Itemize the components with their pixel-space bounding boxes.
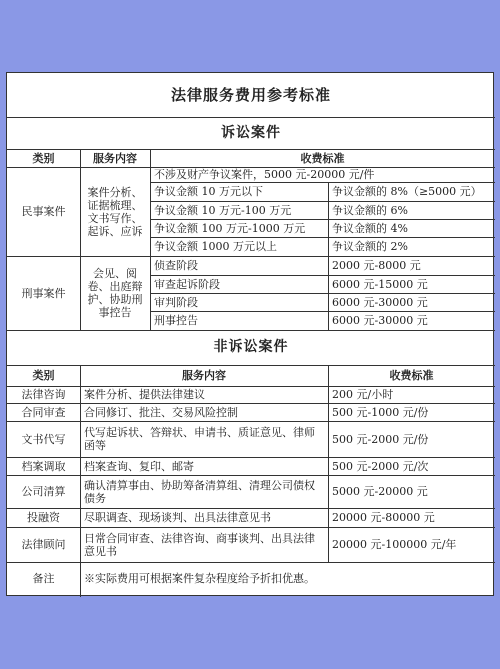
row-category: 公司清算 <box>21 485 66 498</box>
row-category: 法律咨询 <box>21 388 66 401</box>
civil-fee: 争议金额的 6% <box>332 203 408 217</box>
row-service: 档案查询、复印、邮寄 <box>84 459 194 473</box>
column-header-fee: 收费标准 <box>300 151 345 165</box>
category-civil: 民事案件 <box>21 205 66 218</box>
column-header-category: 类别 <box>32 369 55 382</box>
row-fee: 20000 元-100000 元/年 <box>332 538 457 551</box>
criminal-fee: 6000 元-15000 元 <box>332 277 428 291</box>
category-criminal: 刑事案件 <box>21 286 66 300</box>
column-header-service: 服务内容 <box>182 369 226 382</box>
civil-range: 争议金额 1000 万元以上 <box>154 240 277 253</box>
page-title: 法律服务费用参考标准 <box>170 85 331 104</box>
section-title-litigation: 诉讼案件 <box>221 124 281 141</box>
civil-non-property-fee: 不涉及财产争议案件，5000 元-20000 元/件 <box>154 168 375 181</box>
row-fee: 200 元/小时 <box>332 388 394 401</box>
section-title-non-litigation: 非诉讼案件 <box>213 339 289 355</box>
service-criminal: 会见、阅卷、出庭辩护、协助刑事控告 <box>87 267 143 319</box>
row-fee: 500 元-2000 元/份 <box>332 432 429 446</box>
row-service: 尽职调查、现场谈判、出具法律意见书 <box>84 511 271 524</box>
column-header-fee: 收费标准 <box>389 369 434 382</box>
row-category: 档案调取 <box>21 459 66 473</box>
criminal-stage: 审判阶段 <box>154 295 198 309</box>
civil-range: 争议金额 100 万元-1000 万元 <box>154 221 306 235</box>
row-fee: 20000 元-80000 元 <box>332 511 435 524</box>
row-service: 确认清算事由、协助筹备清算组、清理公司债权债务 <box>84 478 315 505</box>
row-category: 文书代写 <box>21 432 66 446</box>
note-text: ※实际费用可根据案件复杂程度给予折扣优惠。 <box>84 572 315 585</box>
civil-range: 争议金额 10 万元-100 万元 <box>154 203 292 217</box>
row-service: 日常合同审查、法律咨询、商事谈判、出具法律意见书 <box>84 531 315 558</box>
column-header-category: 类别 <box>32 151 55 165</box>
criminal-stage: 审查起诉阶段 <box>154 277 220 291</box>
row-service: 代写起诉状、答辩状、申请书、质证意见、律师函等 <box>84 426 315 452</box>
criminal-stage: 刑事控告 <box>154 314 198 327</box>
civil-range: 争议金额 10 万元以下 <box>154 185 263 198</box>
column-header-service: 服务内容 <box>93 151 137 165</box>
criminal-fee: 2000 元-8000 元 <box>332 259 421 272</box>
civil-fee: 争议金额的 2% <box>332 240 408 253</box>
row-service: 合同修订、批注、交易风险控制 <box>84 405 238 419</box>
row-category: 合同审查 <box>21 405 66 419</box>
row-category: 投融资 <box>27 511 60 524</box>
fee-standard-table <box>6 72 494 596</box>
criminal-fee: 6000 元-30000 元 <box>332 295 428 309</box>
row-fee: 500 元-1000 元/份 <box>332 405 429 419</box>
row-service: 案件分析、提供法律建议 <box>84 388 205 401</box>
civil-fee: 争议金额的 4% <box>332 221 408 235</box>
row-fee: 5000 元-20000 元 <box>332 485 428 498</box>
row-fee: 500 元-2000 元/次 <box>332 459 429 473</box>
row-category: 法律顾问 <box>21 538 66 551</box>
note-label: 备注 <box>32 572 55 585</box>
criminal-fee: 6000 元-30000 元 <box>332 314 428 327</box>
civil-fee: 争议金额的 8%（≥5000 元） <box>332 185 482 198</box>
criminal-stage: 侦查阶段 <box>154 259 198 272</box>
service-civil: 案件分析、证据梳理、文书写作、起诉、应诉 <box>87 185 143 238</box>
